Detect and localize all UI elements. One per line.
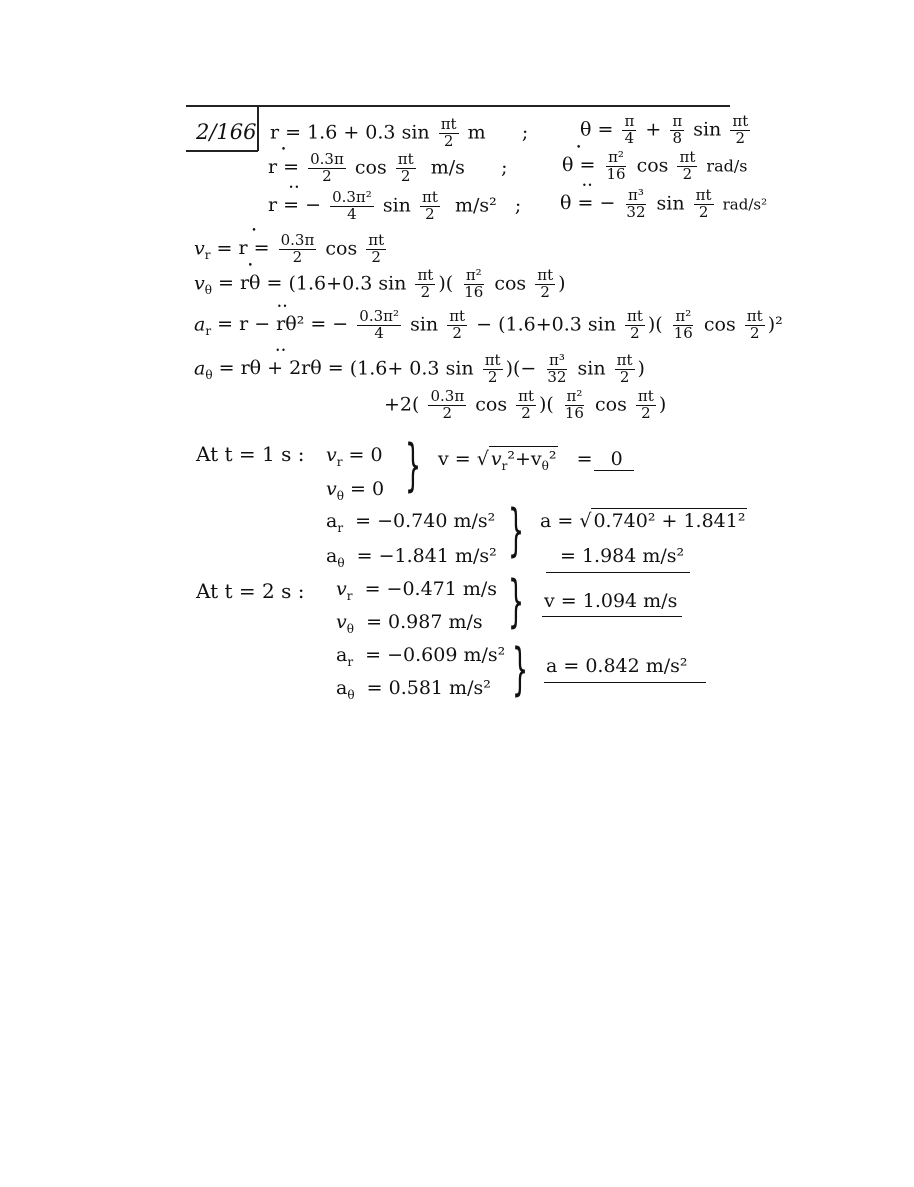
problem-box-underline — [186, 150, 258, 152]
eq-a-r: $a_r$ •• = r − rθ² = − $\frac{\text{0.3π²}}{4}$ sin $\frac{\pi t}{2}$ − (1.6+0.3 sin $\frac{\pi t}{2}$ )( $\frac{\text{π²}}{16}$ cos $\frac{\pi t}{2}$ )² — [194, 309, 783, 342]
top-rule — [186, 105, 730, 107]
given-theta: θ = $\frac{\pi}{4}$ + $\frac{\pi}{8}$ sin $\frac{\pi t}{2}$ — [580, 112, 749, 147]
eq-a-theta-line2: +2( $\frac{0.3\pi}{2}$ cos $\frac{\pi t}{2}$ )( $\frac{\text{π²}}{16}$ cos $\frac{\pi t}{2}$ ) — [384, 387, 667, 422]
t1-a-result-1: a = √ 0.740² + 1.841² — [540, 510, 746, 532]
t2-label: At t = 2 s : — [196, 579, 305, 603]
problem-box-divider — [257, 105, 259, 151]
given-r: r = 1.6 + 0.3 sin $\frac{\pi t}{2}$ m ; — [270, 115, 529, 150]
t1-a-underline — [546, 572, 690, 573]
given-r-ddot: •• r = − $\frac{\text{0.3π²}}{4}$ sin $\frac{\pi t}{2}$ m/s² ; — [268, 190, 521, 223]
eq-a-theta-line1: $a_\theta$ •• = rθ + 2rθ = (1.6+ 0.3 sin $\frac{\pi t}{2}$ )(− $\frac{\text{π³}}{32}$ sin $\frac{\pi t}{2}$ ) — [194, 353, 645, 386]
t2-v-result: v = 1.094 m/s — [544, 590, 678, 612]
t2-a-result: a = 0.842 m/s² — [546, 655, 688, 677]
problem-number: 2/166 — [196, 120, 257, 144]
t2-a-brace: } — [512, 637, 529, 702]
t1-v-underline — [594, 470, 634, 471]
t1-label: At t = 1 s : — [196, 442, 305, 466]
given-theta-dot: • θ = $\frac{\text{π²}}{16}$ cos $\frac{\pi t}{2}$ rad/s — [562, 150, 747, 183]
t1-v-brace: } — [405, 433, 422, 498]
t1-v-r: $v_r = 0$ — [326, 444, 383, 469]
t2-v-underline — [542, 616, 682, 617]
t2-a-r: $a_r = -0.609$ m/s² — [336, 644, 506, 669]
given-r-dot: • r = $\frac{0.3\pi}{2}$ cos $\frac{\pi t}{2}$ m/s ; — [268, 152, 508, 185]
t2-a-underline — [544, 682, 706, 683]
t1-v-result: v = √ $v_r^2+v_\theta^2$ = 0 — [438, 448, 623, 473]
t2-v-brace: } — [508, 569, 525, 634]
t1-a-result-2: = 1.984 m/s² — [560, 545, 685, 567]
t1-a-brace: } — [508, 498, 525, 563]
t2-a-theta: $a_\theta = 0.581$ m/s² — [336, 677, 491, 702]
t2-v-theta: $v_\theta = 0.987$ m/s — [336, 611, 483, 636]
t1-v-theta: $v_\theta = 0$ — [326, 478, 385, 503]
t1-a-theta: $a_\theta = -1.841$ m/s² — [326, 545, 497, 570]
eq-v-r: $v_r$ = • r = $\frac{0.3\pi}{2}$ cos $\frac{\pi t}{2}$ — [194, 233, 389, 266]
t1-a-r: $a_r = -0.740$ m/s² — [326, 510, 496, 535]
eq-v-theta: $v_\theta$ • = rθ = (1.6+0.3 sin $\frac{\pi t}{2}$ )( $\frac{\text{π²}}{16}$ cos $\frac{\pi t}{2}$ ) — [194, 268, 566, 301]
given-theta-ddot: •• θ = − $\frac{\text{π³}}{32}$ sin $\frac{\pi t}{2}$ rad/s² — [560, 188, 767, 221]
t2-v-r: $v_r = -0.471$ m/s — [336, 578, 498, 603]
